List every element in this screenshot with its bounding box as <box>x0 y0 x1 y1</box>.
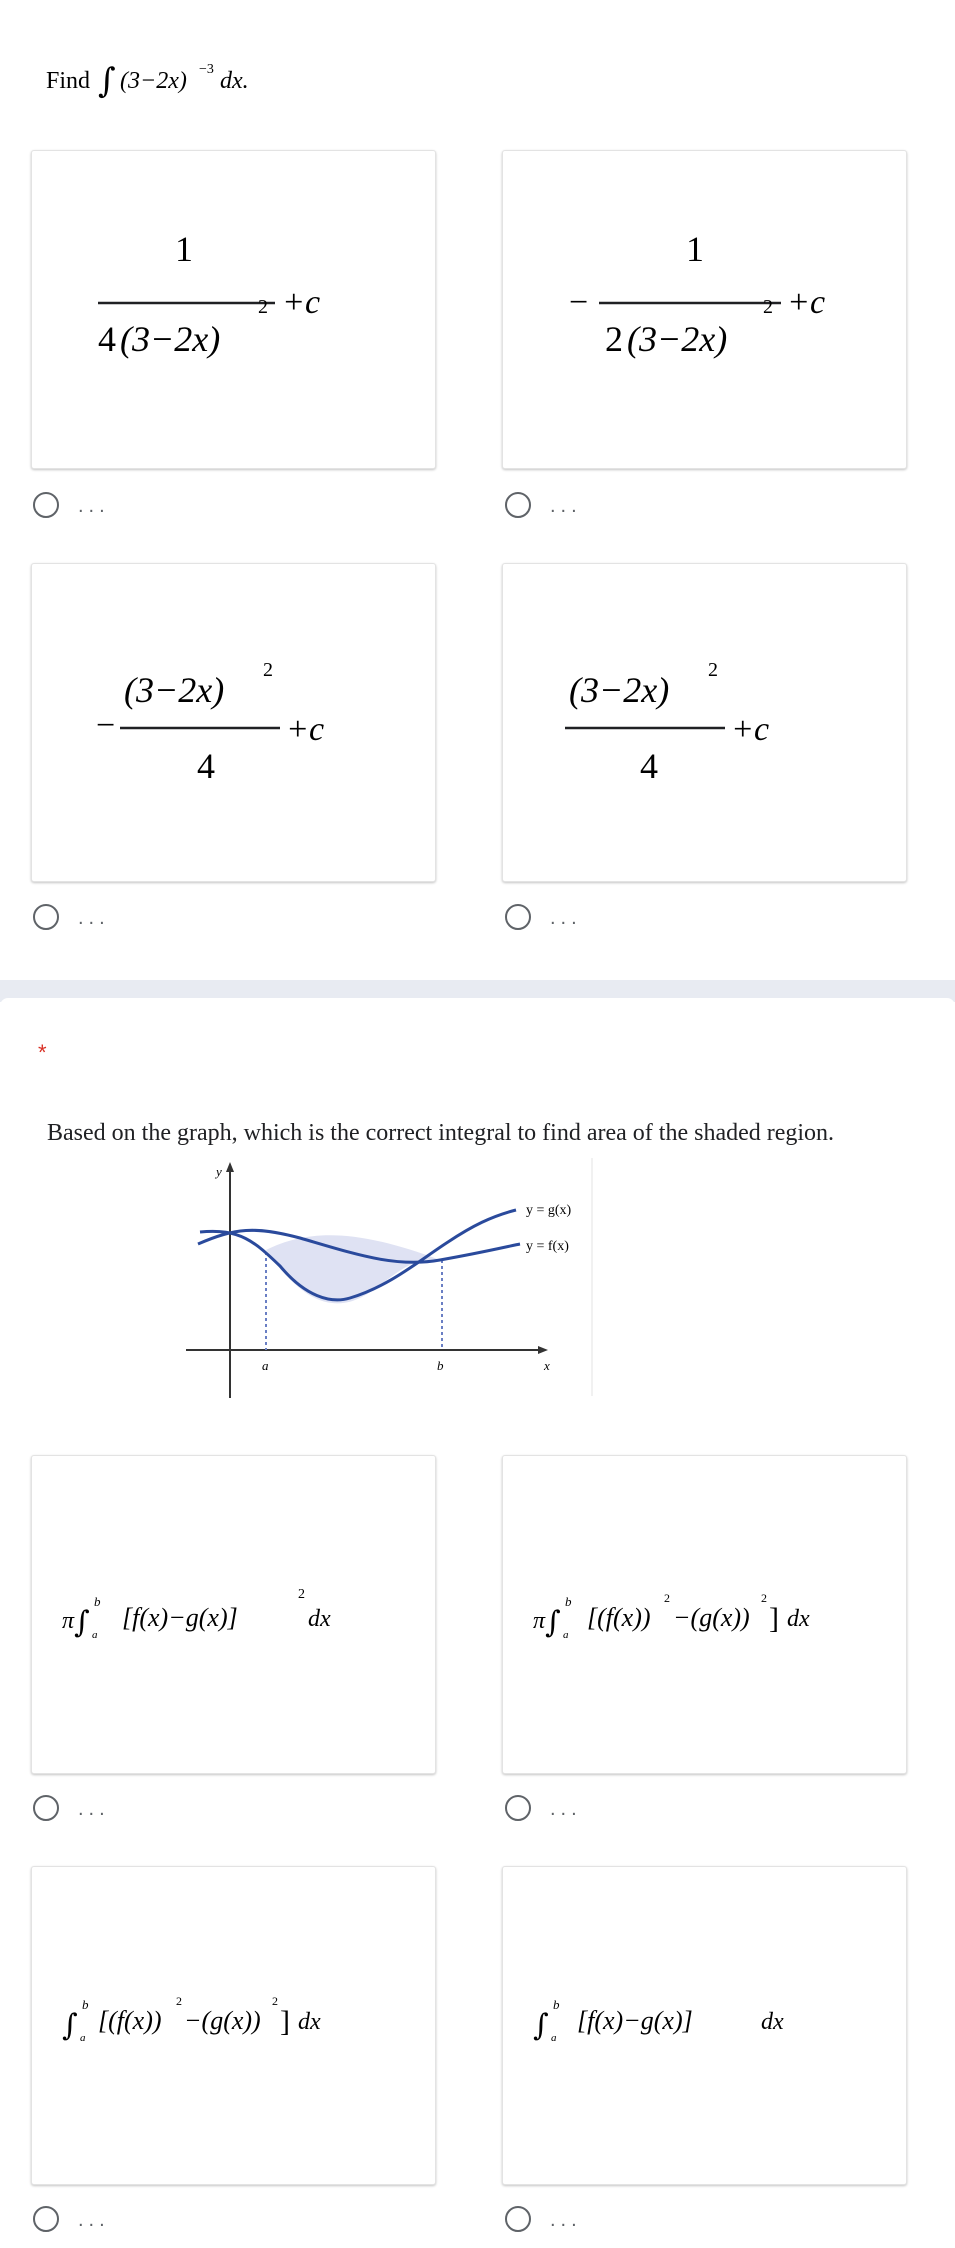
exp-1: 2 <box>176 1994 182 2008</box>
integrand-exp: 2 <box>298 1587 305 1602</box>
upper-limit: b <box>94 1594 101 1609</box>
prompt-find-text: Find <box>46 68 91 94</box>
lower-limit: a <box>92 1629 98 1641</box>
q1-option-c-formula <box>32 564 435 881</box>
q2-option-d-card[interactable] <box>502 1866 907 2185</box>
q1-option-a-radio[interactable] <box>33 492 59 518</box>
den-exp: 2 <box>763 296 773 318</box>
q1-option-c-label: ... <box>78 907 110 929</box>
q1-option-b-radio[interactable] <box>505 492 531 518</box>
q1-option-b-formula <box>503 151 906 468</box>
sign: − <box>96 707 116 744</box>
q2-option-a-formula <box>32 1456 435 1773</box>
prompt-suffix: dx. <box>220 68 249 94</box>
y-axis-arrow <box>226 1162 234 1172</box>
integrand-close: ] <box>280 2005 290 2038</box>
q1-option-c-radio[interactable] <box>33 904 59 930</box>
q2-option-d-formula <box>503 1867 906 2184</box>
q1-option-a-label: ... <box>78 495 110 517</box>
upper-limit: b <box>565 1594 572 1609</box>
label-g: y = g(x) <box>526 1203 572 1218</box>
shaded-region <box>266 1235 440 1303</box>
den-base: (3−2x) <box>120 319 221 359</box>
tick-a: a <box>262 1358 269 1373</box>
denominator: 4 <box>197 746 215 786</box>
tail: +c <box>731 711 770 748</box>
den-coef: 4 <box>98 319 116 359</box>
tick-b: b <box>437 1358 444 1373</box>
q2-option-b-card[interactable] <box>502 1455 907 1774</box>
dx: dx <box>761 2009 784 2035</box>
q2-option-b-label: ... <box>550 1798 582 1820</box>
dx: dx <box>308 1606 331 1632</box>
numerator: 1 <box>175 229 193 269</box>
prompt-exponent: −3 <box>199 64 214 77</box>
q1-option-d-label: ... <box>550 907 582 929</box>
integrand: [f(x)−g(x)] <box>577 2006 693 2035</box>
q1-option-a-card[interactable] <box>31 150 436 469</box>
dx: dx <box>298 2009 321 2035</box>
exp-2: 2 <box>761 1591 767 1605</box>
lower-limit: a <box>80 2032 86 2044</box>
pi-prefix: π <box>62 1608 75 1634</box>
exp-1: 2 <box>664 1591 670 1605</box>
upper-limit: b <box>553 1997 560 2012</box>
tail: +c <box>282 284 321 321</box>
dx: dx <box>787 1606 810 1632</box>
question-2-prompt: Based on the graph, which is the correct integral to find area of the shaded region. <box>47 1120 835 1146</box>
integrand-middle: −(g(x)) <box>184 2006 261 2035</box>
integral-sign: ∫ <box>98 64 116 101</box>
q2-option-d-label: ... <box>550 2209 582 2231</box>
q2-option-c-formula <box>32 1867 435 2184</box>
integral-sign: ∫ <box>545 1605 561 1640</box>
denominator: 4 <box>640 746 658 786</box>
tail: +c <box>787 284 826 321</box>
q1-option-c-card[interactable] <box>31 563 436 882</box>
den-base: (3−2x) <box>627 319 728 359</box>
integral-sign: ∫ <box>62 2008 78 2043</box>
q2-option-c-card[interactable] <box>31 1866 436 2185</box>
area-graph <box>180 1158 600 1398</box>
exp-2: 2 <box>272 1994 278 2008</box>
den-exp: 2 <box>258 296 268 318</box>
q2-option-a-radio[interactable] <box>33 1795 59 1821</box>
q2-option-b-radio[interactable] <box>505 1795 531 1821</box>
question-1-math <box>46 64 306 114</box>
x-axis-arrow <box>538 1346 548 1354</box>
q1-option-b-card[interactable] <box>502 150 907 469</box>
x-axis-label: x <box>544 1358 550 1373</box>
integral-sign: ∫ <box>74 1605 90 1640</box>
lower-limit: a <box>563 1629 569 1641</box>
q2-option-d-radio[interactable] <box>505 2206 531 2232</box>
integrand-middle: −(g(x)) <box>673 1603 750 1632</box>
prompt-base: (3−2x) <box>120 68 187 94</box>
question-1-prompt <box>46 64 306 121</box>
den-coef: 2 <box>605 319 623 359</box>
q1-option-a-formula <box>32 151 435 468</box>
label-f: y = f(x) <box>526 1239 569 1254</box>
integrand-close: ] <box>769 1602 779 1635</box>
tail: +c <box>286 711 325 748</box>
integrand-open: [(f(x)) <box>98 2006 162 2035</box>
integrand: [f(x)−g(x)] <box>122 1603 238 1632</box>
integrand-open: [(f(x)) <box>587 1603 651 1632</box>
num-base: (3−2x) <box>124 670 225 710</box>
q2-option-a-card[interactable] <box>31 1455 436 1774</box>
num-exp: 2 <box>708 659 718 681</box>
q1-option-d-card[interactable] <box>502 563 907 882</box>
lower-limit: a <box>551 2032 557 2044</box>
q1-option-d-formula <box>503 564 906 881</box>
integral-sign: ∫ <box>533 2008 549 2043</box>
num-base: (3−2x) <box>569 670 670 710</box>
pi-prefix: π <box>533 1608 546 1634</box>
q2-option-c-radio[interactable] <box>33 2206 59 2232</box>
sign: − <box>569 284 589 321</box>
upper-limit: b <box>82 1997 89 2012</box>
q1-option-b-label: ... <box>550 495 582 517</box>
numerator: 1 <box>686 229 704 269</box>
y-axis-label: y <box>216 1164 222 1179</box>
num-exp: 2 <box>263 659 273 681</box>
q2-option-b-formula <box>503 1456 906 1773</box>
q2-option-a-label: ... <box>78 1798 110 1820</box>
q2-option-c-label: ... <box>78 2209 110 2231</box>
required-marker: * <box>38 1040 47 1065</box>
q1-option-d-radio[interactable] <box>505 904 531 930</box>
